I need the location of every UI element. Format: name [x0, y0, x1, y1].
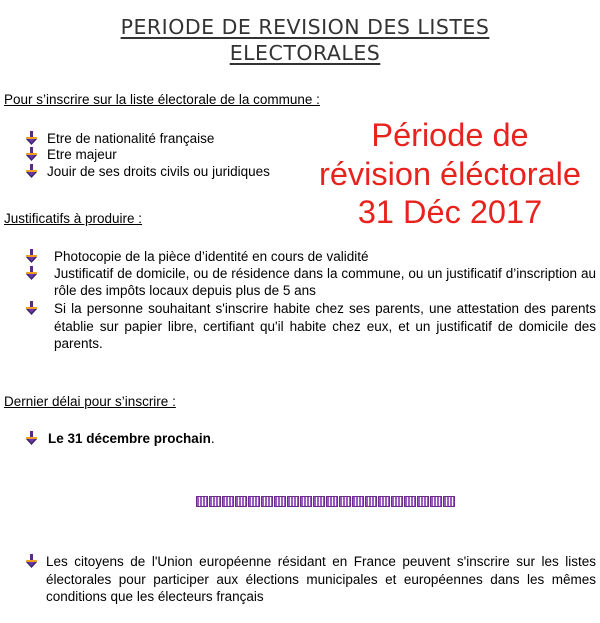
deadline-suffix: . — [210, 431, 215, 446]
section-heading-documents: Justificatifs à produire : — [4, 211, 143, 226]
title-line-1: PERIODE DE REVISION DES LISTES — [120, 15, 490, 39]
decorative-divider — [196, 496, 456, 507]
arrow-bullet-icon — [26, 266, 37, 280]
arrow-bullet-icon — [26, 164, 37, 178]
list-item — [26, 300, 596, 356]
list-item — [26, 248, 596, 265]
title-line-2: ELECTORALES — [229, 41, 381, 65]
arrow-bullet-icon — [26, 131, 37, 145]
documents-list — [26, 248, 596, 373]
list-item-text: Jouir de ses droits civils ou juridiques — [47, 164, 270, 179]
list-item-text: Etre de nationalité française — [47, 131, 215, 146]
deadline-date: Le 31 décembre prochain — [48, 431, 211, 446]
list-item-text: Photocopie de la pièce d’identité en cours de validité — [54, 249, 369, 264]
stamp-line-2: révision éléctorale — [319, 155, 581, 192]
arrow-bullet-icon — [26, 249, 37, 263]
list-item-text: Etre majeur — [47, 147, 117, 162]
registration-conditions-list — [26, 130, 306, 180]
list-item-text: Justificatif de domicile, ou de résidence dans la commune, ou un justificatif d’inscription au rôle des impôts locaux depuis plus de 5 ans — [54, 266, 596, 298]
stamp-line-3: 31 Déc 2017 — [357, 194, 543, 230]
list-item-text: Si la personne souhaitant s'inscrire habite chez ses parents, une attestation des parents établie sur papier libre, certifiant qu'il habite chez eux, et un justificatif de domicile des parents. — [54, 301, 596, 351]
arrow-bullet-icon — [26, 301, 37, 315]
arrow-bullet-icon — [26, 431, 37, 445]
section-heading-deadline: Dernier délai pour s’inscrire : — [4, 394, 176, 409]
arrow-bullet-icon — [26, 554, 37, 568]
deadline-item — [26, 430, 326, 447]
arrow-bullet-icon — [26, 147, 37, 161]
revision-period-stamp — [300, 116, 600, 232]
eu-citizens-note-text: Les citoyens de l'Union européenne résidant en France peuvent s'inscrire sur les listes électorales pour participer aux élections municipales et européennes dans les mêmes conditions que les électeurs français — [46, 554, 596, 604]
document-title — [0, 14, 600, 66]
list-item — [26, 130, 306, 146]
stamp-line-1: Période de — [371, 117, 529, 153]
section-heading-registration: Pour s’inscrire sur la liste électorale de la commune : — [4, 92, 320, 107]
list-item — [26, 146, 306, 163]
list-item — [26, 163, 306, 180]
